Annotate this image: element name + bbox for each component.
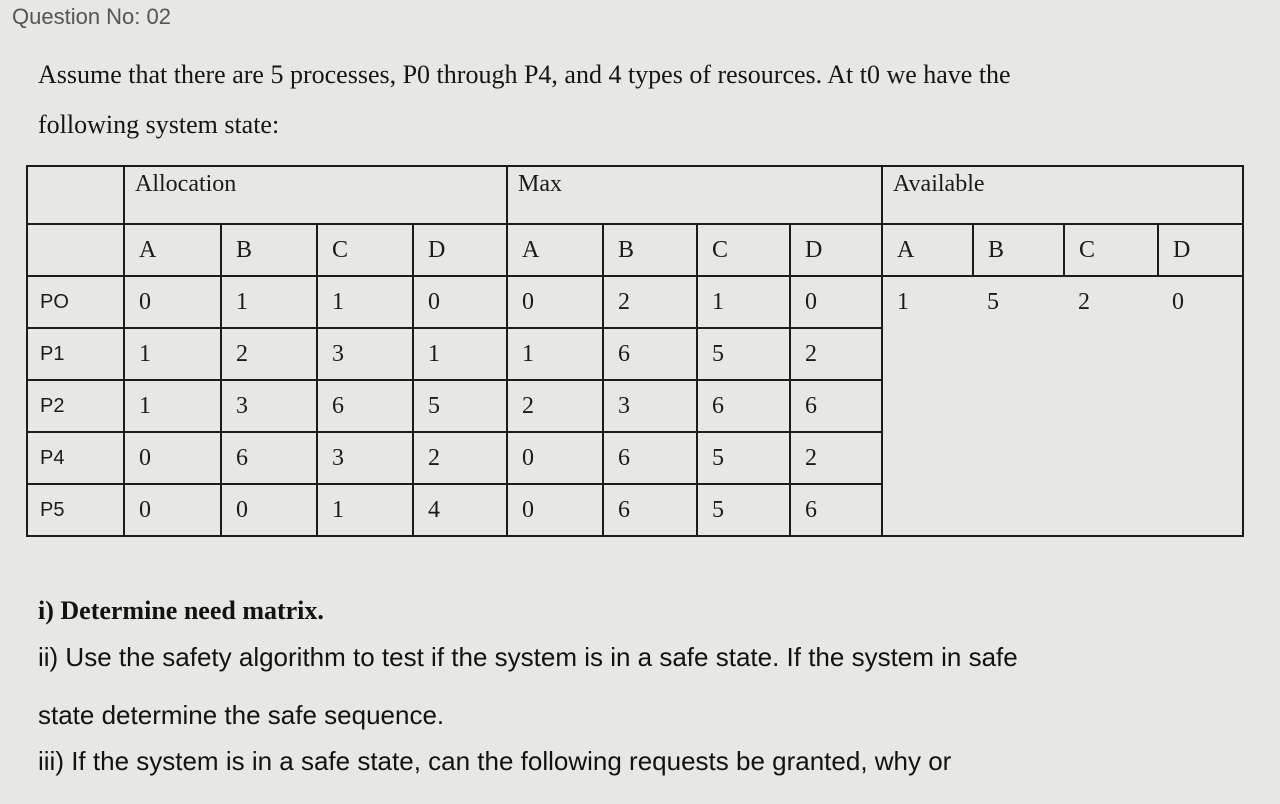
max-cell: 3 (603, 380, 697, 432)
max-cell: 6 (603, 328, 697, 380)
max-header: Max (507, 166, 882, 224)
allocation-header: Allocation (124, 166, 507, 224)
max-cell: 5 (697, 484, 790, 536)
intro-line-2: following system state: (38, 110, 280, 139)
group-header-row (27, 166, 1243, 224)
allocation-cell: 1 (317, 484, 413, 536)
table-row (27, 276, 1243, 328)
allocation-cell: 1 (413, 328, 507, 380)
available-col-a: A (882, 224, 973, 276)
max-cell: 0 (507, 432, 603, 484)
max-col-d: D (790, 224, 882, 276)
max-cell: 0 (507, 276, 603, 328)
allocation-cell: 5 (413, 380, 507, 432)
process-name: P2 (27, 380, 124, 432)
max-cell: 2 (603, 276, 697, 328)
question-i: i) Determine need matrix. (38, 596, 324, 625)
available-header: Available (882, 166, 1243, 224)
column-header-row (27, 224, 1243, 276)
max-cell: 5 (697, 432, 790, 484)
max-cell: 1 (697, 276, 790, 328)
allocation-cell: 1 (124, 380, 221, 432)
max-col-c: C (697, 224, 790, 276)
intro-line-1: Assume that there are 5 processes, P0 through P4, and 4 types of resources. At t0 we have the (38, 60, 1011, 89)
max-cell: 6 (603, 432, 697, 484)
max-cell: 2 (790, 432, 882, 484)
available-cell: 1 (897, 289, 909, 315)
question-iii: iii) If the system is in a safe state, can the following requests be granted, why or (38, 746, 952, 776)
process-name: PO (27, 276, 124, 328)
allocation-cell: 3 (221, 380, 317, 432)
allocation-cell: 4 (413, 484, 507, 536)
max-cell: 6 (790, 380, 882, 432)
allocation-cell: 3 (317, 432, 413, 484)
question-ii-line-1: ii) Use the safety algorithm to test if the system is in a safe state. If the system in safe (38, 642, 1018, 672)
max-cell: 5 (697, 328, 790, 380)
system-state-table (26, 165, 1244, 537)
allocation-cell: 6 (221, 432, 317, 484)
allocation-col-b: B (221, 224, 317, 276)
question-ii-line-2: state determine the safe sequence. (38, 700, 445, 730)
allocation-cell: 0 (124, 432, 221, 484)
available-col-c: C (1064, 224, 1158, 276)
allocation-cell: 2 (413, 432, 507, 484)
max-cell: 0 (790, 276, 882, 328)
allocation-col-d: D (413, 224, 507, 276)
allocation-col-c: C (317, 224, 413, 276)
process-name: P5 (27, 484, 124, 536)
available-cell: 5 (987, 289, 999, 315)
allocation-cell: 0 (124, 276, 221, 328)
max-cell: 1 (507, 328, 603, 380)
allocation-cell: 1 (317, 276, 413, 328)
available-cell: 2 (1078, 289, 1090, 315)
max-cell: 6 (603, 484, 697, 536)
allocation-cell: 3 (317, 328, 413, 380)
max-cell: 0 (507, 484, 603, 536)
table-row (27, 328, 1243, 380)
allocation-cell: 1 (124, 328, 221, 380)
allocation-cell: 0 (413, 276, 507, 328)
corner-cell (27, 166, 124, 224)
max-cell: 6 (790, 484, 882, 536)
available-col-b: B (973, 224, 1064, 276)
allocation-cell: 0 (221, 484, 317, 536)
max-col-b: B (603, 224, 697, 276)
max-cell: 2 (507, 380, 603, 432)
allocation-cell: 0 (124, 484, 221, 536)
allocation-cell: 6 (317, 380, 413, 432)
available-blank-area (882, 328, 1243, 536)
max-cell: 6 (697, 380, 790, 432)
available-cell: 0 (1158, 276, 1243, 328)
question-number: Question No: 02 (12, 4, 171, 29)
process-header-cell (27, 224, 124, 276)
process-name: P1 (27, 328, 124, 380)
max-cell: 2 (790, 328, 882, 380)
max-col-a: A (507, 224, 603, 276)
allocation-col-a: A (124, 224, 221, 276)
allocation-cell: 2 (221, 328, 317, 380)
process-name: P4 (27, 432, 124, 484)
available-col-d: D (1158, 224, 1243, 276)
allocation-cell: 1 (221, 276, 317, 328)
